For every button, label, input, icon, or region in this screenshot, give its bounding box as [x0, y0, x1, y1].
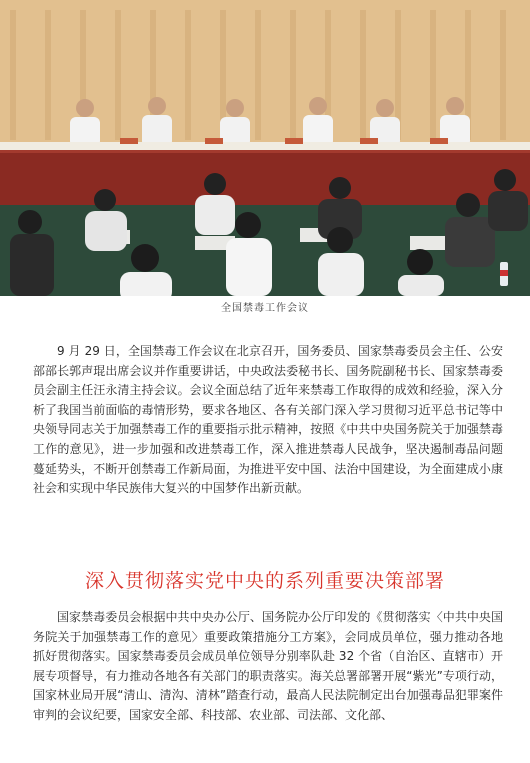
photo-caption: 全国禁毒工作会议: [221, 303, 309, 314]
section-heading: 深入贯彻落实党中央的系列重要决策部署: [84, 570, 445, 592]
section-paragraph: 国家禁毒委员会根据中共中央办公厅、国务院办公厅印发的《贯彻落实〈中共中央国务院关于加强禁毒工作的意见〉重要政策措施分工方案》，会同成员单位，强力推动各地抓好贯彻落实。国家禁毒委员会成员单位领导分别率队赴 32 个省（自治区、直辖市）开展专项督导，有力推动各地各有关部门的职责落实。海关总署部署开展“紫光”专项行动，国家林业局开展“清山、清沟、清林”踏查行动，最高人民法院制定出台加强毒品犯罪案件审判的会议纪要，国家安全部、科技部、农业部、司法部、文化部、: [33, 610, 503, 722]
meeting-photo-illustration: [0, 0, 530, 296]
intro-paragraph: 9 月 29 日，全国禁毒工作会议在北京召开，国务委员、国家禁毒委员会主任、公安部部长郭声琨出席会议并作重要讲话，中央政法委秘书长、国务院副秘书长、国家禁毒委员会副主任汪永清主持会议。会议全面总结了近年来禁毒工作取得的成效和经验，深入分析了我国当前面临的毒情形势，要求各地区、各有关部门深入学习贯彻习近平总书记等中央领导同志关于加强禁毒工作的重要指示批示精神，按照《中共中央国务院关于加强禁毒工作的意见》，进一步加强和改进禁毒工作，深入推进禁毒人民战争，坚决遏制毒品问题蔓延势头，不断开创禁毒工作新局面，为推进平安中国、法治中国建设，为全面建成小康社会和实现中华民族伟大复兴的中国梦作出新贡献。: [33, 344, 503, 496]
meeting-photo: [0, 0, 530, 296]
